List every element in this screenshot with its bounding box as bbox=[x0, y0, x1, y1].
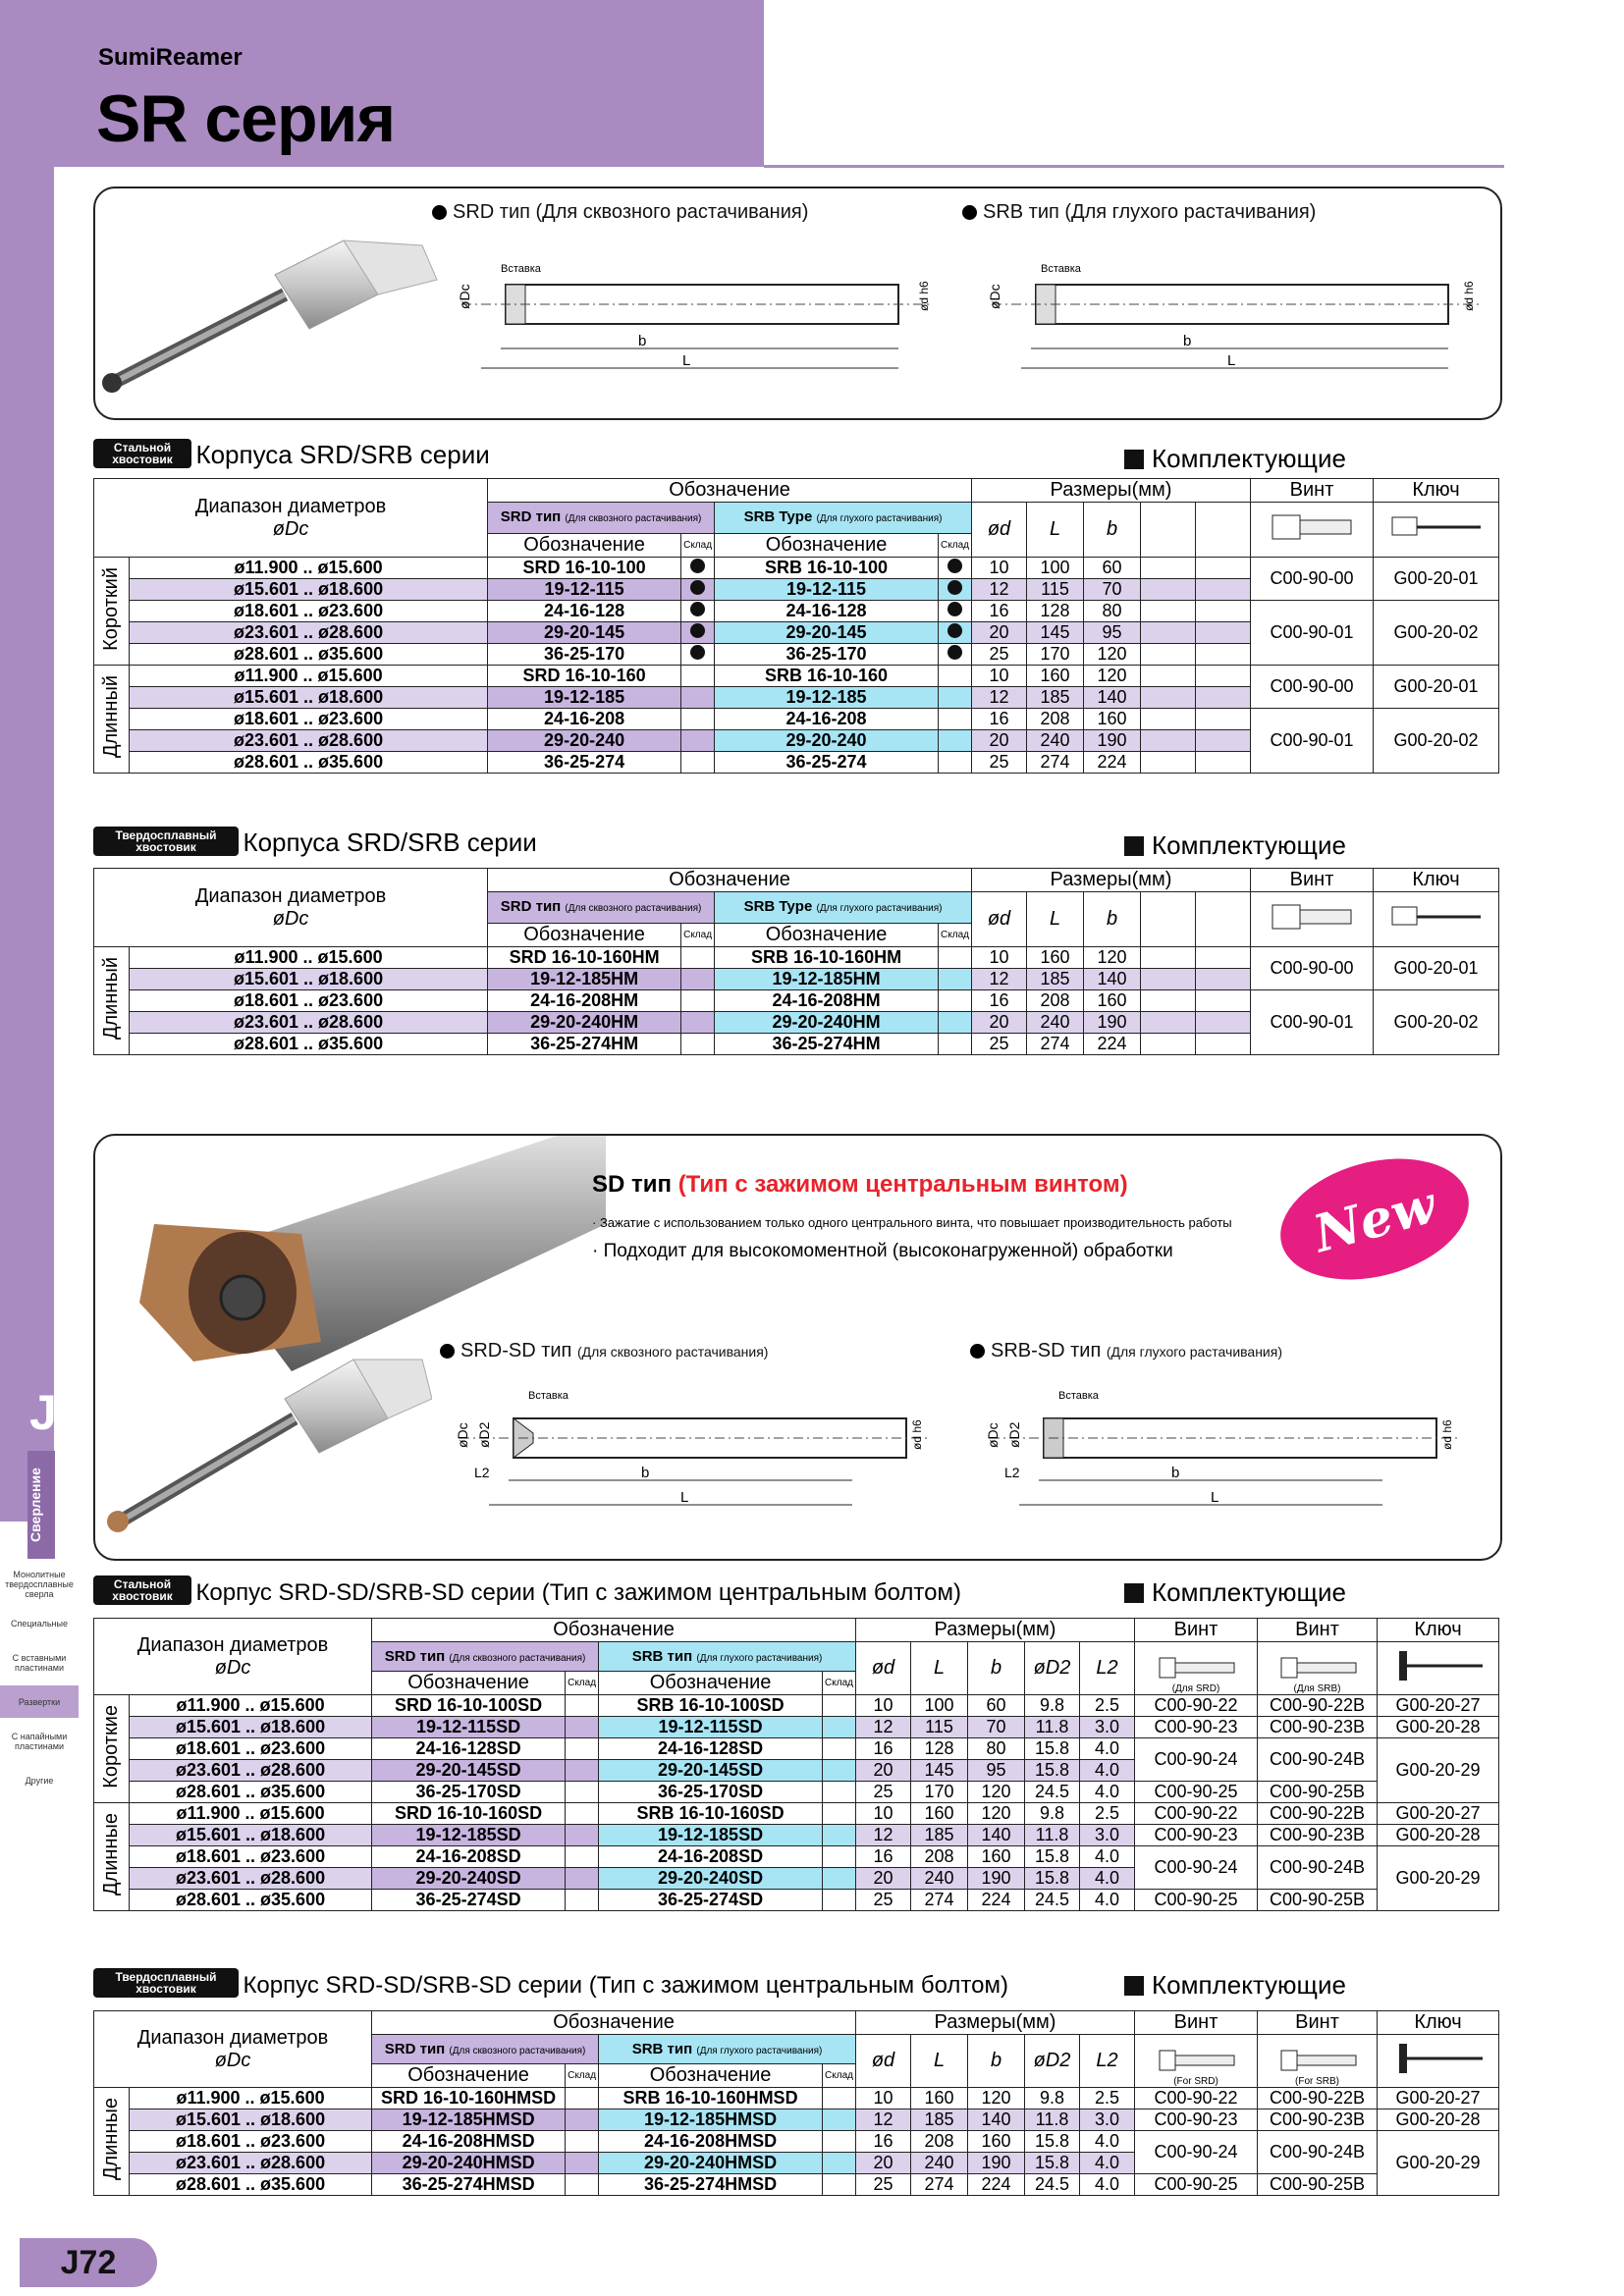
side-tab-other[interactable]: Другие bbox=[0, 1763, 79, 1796]
dim-L-label: L bbox=[682, 352, 691, 369]
range-cell: ø18.601 .. ø23.600 bbox=[130, 1846, 372, 1868]
screw-code: C00-90-23B bbox=[1258, 1717, 1378, 1738]
screw-code: C00-90-25 bbox=[1135, 2174, 1258, 2196]
svg-text:Вставка: Вставка bbox=[528, 1390, 568, 1402]
screw-code: C00-90-22B bbox=[1258, 2088, 1378, 2109]
srb-code: 24-16-128SD bbox=[599, 1738, 823, 1760]
in-stock-icon bbox=[947, 580, 962, 595]
in-stock-icon bbox=[947, 623, 962, 638]
table-row: ø23.601 .. ø28.600 29-20-145 29-20-145 20 145 95 bbox=[94, 622, 1499, 644]
col-designation: Обозначение bbox=[488, 479, 972, 503]
screw-code: C00-90-23 bbox=[1135, 1825, 1258, 1846]
key-code: G00-20-27 bbox=[1378, 2088, 1499, 2109]
side-tab-brazed[interactable]: С напайными пластинами bbox=[0, 1724, 79, 1757]
col-key: Ключ bbox=[1374, 479, 1499, 503]
range-cell: ø23.601 .. ø28.600 bbox=[130, 1012, 488, 1034]
page-number: J72 bbox=[20, 2238, 157, 2287]
range-cell: ø15.601 .. ø18.600 bbox=[130, 1717, 372, 1738]
srb-code: 24-16-208HMSD bbox=[599, 2131, 823, 2153]
key-code: G00-20-28 bbox=[1378, 1717, 1499, 1738]
range-cell: ø18.601 .. ø23.600 bbox=[130, 990, 488, 1012]
col-range: Диапазон диаметров øDc bbox=[94, 869, 488, 947]
svg-text:L: L bbox=[680, 1489, 689, 1506]
srb-sd-caption: SRB-SD тип (Для глухого растачивания) bbox=[970, 1340, 1282, 1362]
key-code: G00-20-28 bbox=[1378, 1825, 1499, 1846]
srd-code: 36-25-170 bbox=[488, 644, 681, 666]
srb-code: 29-20-240 bbox=[715, 730, 939, 752]
range-cell: ø23.601 .. ø28.600 bbox=[130, 622, 488, 644]
group-label: Короткий bbox=[100, 566, 122, 651]
srd-code: 29-20-145 bbox=[488, 622, 681, 644]
group-label: Длинный bbox=[100, 674, 122, 759]
screw-icon-cell bbox=[1251, 503, 1374, 558]
srb-code: SRB 16-10-160 bbox=[715, 666, 939, 687]
srb-code: 29-20-240HM bbox=[715, 1012, 939, 1034]
group-label: Длинные bbox=[100, 1813, 122, 1896]
sd-holder-image bbox=[98, 1345, 432, 1541]
shank-badge: Стальной хвостовик bbox=[93, 439, 191, 468]
screw-code: C00-90-22 bbox=[1135, 1803, 1258, 1825]
table4: Диапазон диаметров øDc Обозначение Размеры(мм) Винт Винт Ключ SRD тип (Для сквозного растачивания) SRB тип (Для глухого растачивания) ød L b øD2 L2 (For SRD) (For SRB) Обозначение Склад Обозначение Склад Длинные ø11.900 .. ø15.600 SRD 16-10-160HMSD SRB 16-10-160HMSD 10 160 120 9.8 2.5 C00-90-22 C00-90-22B G00-20-27 ø15.601 .. ø18.600 19-12-185HMSD 19-12-185HMSD 12 185 140 11.8 3.0 C00-90-23 C00-90-23B G00-20-28 ø18.601 .. ø23.600 24-16-208HMSD 24-16-208HMSD 16 208 160 15.8 4.0 C00-90-24 C00-90-24B G00-20-29 ø23.601 .. ø28.600 29-20-240HMSD 29-20-240HMSD 20 240 190 15.8 4.0 ø28.601 .. ø35.600 36-25-274HMSD 36-25-274HMSD 25 274 224 24.5 4.0 C00-90-25 C00-90-25B bbox=[93, 2010, 1499, 2196]
srd-code: 29-20-240 bbox=[488, 730, 681, 752]
screw-code: C00-90-25B bbox=[1258, 2174, 1378, 2196]
key-icon bbox=[1387, 897, 1486, 936]
in-stock-icon bbox=[690, 602, 705, 616]
table4-head bbox=[93, 1968, 1008, 2000]
key-code: G00-20-01 bbox=[1374, 558, 1499, 601]
key-code: G00-20-01 bbox=[1374, 666, 1499, 709]
srd-code: 24-16-128 bbox=[488, 601, 681, 622]
srb-code: 24-16-208 bbox=[715, 709, 939, 730]
srd-code: SRD 16-10-160 bbox=[488, 666, 681, 687]
srb-code: 36-25-274SD bbox=[599, 1890, 823, 1911]
screw-code: C00-90-22 bbox=[1135, 1695, 1258, 1717]
accessories-title: Комплектующие bbox=[1124, 1577, 1346, 1608]
srb-drawing bbox=[982, 250, 1492, 378]
srd-code: 36-25-274SD bbox=[372, 1890, 566, 1911]
srd-code: 29-20-240HM bbox=[488, 1012, 681, 1034]
accessories-title: Комплектующие bbox=[1124, 444, 1346, 474]
in-stock-icon bbox=[690, 559, 705, 573]
srb-code: 19-12-185SD bbox=[599, 1825, 823, 1846]
table3: Диапазон диаметров øDc Обозначение Размеры(мм) Винт Винт Ключ SRD тип (Для сквозного растачивания) SRB тип (Для глухого растачивания) ød L b øD2 L2 (Для SRD) (Для SRB) Обозначение Склад Обозначение Склад Короткие ø11.900 .. ø15.600 SRD 16-10-100SD SRB 16-10-100SD 10 100 60 9.8 2.5 C00-90-22 C00-90-22B G00-20-27 ø15.601 .. ø18.600 19-12-115SD 19-12-115SD 12 115 70 11.8 3.0 C00-90-23 C00-90-23B G00-20-28 ø18.601 .. ø23.600 24-16-128SD 24-16-128SD 16 128 80 15.8 4.0 C00-90-24 C00-90-24B G00-20-29 ø23.601 .. ø28.600 29-20-145SD 29-20-145SD 20 145 95 15.8 4.0 ø28.601 .. ø35.600 36-25-170SD 36-25-170SD 25 170 120 24.5 4.0 C00-90-25 C00-90-25B Длинные ø11.900 .. ø15.600 SRD 16-10-160SD SRB 16-10-160SD 10 160 120 9.8 2.5 C00-90-22 C00-90-22B G00-20-27 ø15.601 .. ø18.600 19-12-185SD 19-12-185SD 12 185 140 11.8 3.0 C00-90-23 C00-90-23B G00-20-28 ø18.601 .. ø23.600 24-16-208SD 24-16-208SD 16 208 160 15.8 4.0 C00-90-24 C00-90-24B G00-20-29 ø23.601 .. ø28.600 29-20-240SD 29-20-240SD 20 240 190 15.8 4.0 ø28.601 .. ø35.600 36-25-274SD 36-25-274SD 25 274 224 24.5 4.0 C00-90-25 C00-90-25B bbox=[93, 1618, 1499, 1911]
srb-code: 29-20-145SD bbox=[599, 1760, 823, 1782]
screw-code: C00-90-25B bbox=[1258, 1890, 1378, 1911]
srb-code: 24-16-208SD bbox=[599, 1846, 823, 1868]
table-row: ø28.601 .. ø35.600 36-25-170 36-25-170 25 170 120 bbox=[94, 644, 1499, 666]
srd-code: 19-12-185HMSD bbox=[372, 2109, 566, 2131]
range-cell: ø11.900 .. ø15.600 bbox=[130, 1695, 372, 1717]
srd-code: SRD 16-10-100 bbox=[488, 558, 681, 579]
section-title: Корпус SRD-SD/SRB-SD серии (Тип с зажимом центральным болтом) bbox=[195, 1579, 961, 1606]
range-cell: ø28.601 .. ø35.600 bbox=[130, 1782, 372, 1803]
srd-code: SRD 16-10-100SD bbox=[372, 1695, 566, 1717]
key-code: G00-20-01 bbox=[1374, 947, 1499, 990]
in-stock-icon bbox=[690, 645, 705, 660]
section-letter: J bbox=[29, 1385, 57, 1440]
srd-code: 24-16-208 bbox=[488, 709, 681, 730]
screw-code: C00-90-23B bbox=[1258, 1825, 1378, 1846]
range-cell: ø11.900 .. ø15.600 bbox=[130, 2088, 372, 2109]
square-icon bbox=[1124, 450, 1144, 469]
svg-text:ød h6: ød h6 bbox=[1440, 1419, 1454, 1450]
range-cell: ø11.900 .. ø15.600 bbox=[130, 1803, 372, 1825]
table-row: Длинные ø11.900 .. ø15.600 SRD 16-10-160HMSD SRB 16-10-160HMSD 10 160 120 9.8 2.5 C00-90-22 C00-90-22B G00-20-27 bbox=[94, 2088, 1499, 2109]
table-row: ø28.601 .. ø35.600 36-25-274HMSD 36-25-274HMSD 25 274 224 24.5 4.0 C00-90-25 C00-90-25B bbox=[94, 2174, 1499, 2196]
side-tab-indexable[interactable]: С вставными пластинами bbox=[0, 1645, 79, 1679]
side-tab-solid-drills[interactable]: Монолитные твердосплавные сверла bbox=[0, 1567, 79, 1600]
col-b: b bbox=[1084, 503, 1141, 558]
svg-text:L2: L2 bbox=[474, 1465, 490, 1480]
srd-code: 24-16-208SD bbox=[372, 1846, 566, 1868]
shank-badge: Твердосплавный хвостовик bbox=[93, 1968, 239, 1998]
section-title: Корпуса SRD/SRB серии bbox=[243, 828, 537, 857]
in-stock-icon bbox=[947, 602, 962, 616]
side-tab-reamers[interactable]: Развертки bbox=[0, 1684, 79, 1718]
screw-code: C00-90-22 bbox=[1135, 2088, 1258, 2109]
key-code: G00-20-02 bbox=[1374, 709, 1499, 774]
in-stock-icon bbox=[947, 559, 962, 573]
srb-code: SRB 16-10-100SD bbox=[599, 1695, 823, 1717]
svg-text:øDc: øDc bbox=[985, 1422, 1001, 1448]
table-row: ø15.601 .. ø18.600 19-12-115 19-12-115 12 115 70 bbox=[94, 579, 1499, 601]
screw-code: C00-90-01 bbox=[1251, 601, 1374, 666]
brand-name: SumiReamer bbox=[98, 44, 243, 71]
screw-icon bbox=[1268, 507, 1356, 547]
range-cell: ø28.601 .. ø35.600 bbox=[130, 2174, 372, 2196]
range-cell: ø23.601 .. ø28.600 bbox=[130, 2153, 372, 2174]
srb-code: 36-25-274HM bbox=[715, 1034, 939, 1055]
square-icon bbox=[1124, 836, 1144, 856]
srb-code: 29-20-145 bbox=[715, 622, 939, 644]
svg-text:L: L bbox=[1211, 1489, 1219, 1506]
range-cell: ø28.601 .. ø35.600 bbox=[130, 752, 488, 774]
screw-code: C00-90-24 bbox=[1135, 1738, 1258, 1782]
table-row: Длинный ø11.900 .. ø15.600 SRD 16-10-160 SRB 16-10-160 10 160 120 C00-90-00 G00-20-01 bbox=[94, 666, 1499, 687]
table-row: ø28.601 .. ø35.600 36-25-170SD 36-25-170SD 25 170 120 24.5 4.0 C00-90-25 C00-90-25B bbox=[94, 1782, 1499, 1803]
table-row: Короткий ø11.900 .. ø15.600 SRD 16-10-100 SRB 16-10-100 10 100 60 C00-90-00 G00-20-01 bbox=[94, 558, 1499, 579]
group-label: Короткие bbox=[100, 1704, 122, 1789]
srd-code: SRD 16-10-160SD bbox=[372, 1803, 566, 1825]
bullet-icon bbox=[432, 205, 447, 220]
table-row: Длинный ø11.900 .. ø15.600 SRD 16-10-160HM SRB 16-10-160HM 10 160 120 C00-90-00 G00-20-01 bbox=[94, 947, 1499, 969]
table-row: ø23.601 .. ø28.600 29-20-240HM 29-20-240HM 20 240 190 bbox=[94, 1012, 1499, 1034]
table-row: ø18.601 .. ø23.600 24-16-208HM 24-16-208HM 16 208 160 C00-90-01 G00-20-02 bbox=[94, 990, 1499, 1012]
col-d: ød bbox=[972, 503, 1027, 558]
header-rule bbox=[764, 165, 1504, 168]
range-cell: ø18.601 .. ø23.600 bbox=[130, 709, 488, 730]
srd-code: 24-16-208HM bbox=[488, 990, 681, 1012]
in-stock-icon bbox=[947, 645, 962, 660]
sd-title: SD тип (Тип с зажимом центральным винтом) bbox=[592, 1171, 1128, 1198]
srb-code: 24-16-128 bbox=[715, 601, 939, 622]
srb-code: 36-25-274HMSD bbox=[599, 2174, 823, 2196]
screw-code: C00-90-01 bbox=[1251, 990, 1374, 1055]
col-range: Диапазон диаметров øDc bbox=[94, 479, 488, 558]
dim-d-label: ød h6 bbox=[917, 281, 931, 311]
col-sizes: Размеры(мм) bbox=[972, 479, 1251, 503]
srd-code: 36-25-170SD bbox=[372, 1782, 566, 1803]
table-row: ø15.601 .. ø18.600 19-12-185HMSD 19-12-185HMSD 12 185 140 11.8 3.0 C00-90-23 C00-90-23B G00-20-28 bbox=[94, 2109, 1499, 2131]
range-cell: ø23.601 .. ø28.600 bbox=[130, 730, 488, 752]
range-cell: ø15.601 .. ø18.600 bbox=[130, 687, 488, 709]
screw-code: C00-90-24 bbox=[1135, 1846, 1258, 1890]
srd-caption: SRD тип (Для сквозного растачивания) bbox=[432, 201, 808, 224]
table2-head bbox=[93, 827, 537, 858]
screw-code: C00-90-01 bbox=[1251, 709, 1374, 774]
srb-code: SRB 16-10-100 bbox=[715, 558, 939, 579]
table-row: ø28.601 .. ø35.600 36-25-274 36-25-274 25 274 224 bbox=[94, 752, 1499, 774]
svg-text:øD2: øD2 bbox=[476, 1421, 492, 1448]
range-cell: ø15.601 .. ø18.600 bbox=[130, 969, 488, 990]
table-row: ø15.601 .. ø18.600 19-12-185HM 19-12-185HM 12 185 140 bbox=[94, 969, 1499, 990]
srd-code: 19-12-185HM bbox=[488, 969, 681, 990]
range-cell: ø28.601 .. ø35.600 bbox=[130, 1890, 372, 1911]
square-icon bbox=[1124, 1583, 1144, 1603]
sd-bullet-2: · Подходит для высокомоментной (высоконагруженной) обработки bbox=[592, 1241, 1173, 1261]
screw-code: C00-90-23 bbox=[1135, 2109, 1258, 2131]
srb-code: SRB 16-10-160SD bbox=[599, 1803, 823, 1825]
table3-head bbox=[93, 1575, 961, 1607]
key-code: G00-20-02 bbox=[1374, 990, 1499, 1055]
screw-code: C00-90-23B bbox=[1258, 2109, 1378, 2131]
srd-code: 19-12-185 bbox=[488, 687, 681, 709]
srb-code: 19-12-115 bbox=[715, 579, 939, 601]
new-badge bbox=[1276, 1158, 1473, 1281]
svg-text:b: b bbox=[1171, 1465, 1180, 1481]
in-stock-icon bbox=[690, 623, 705, 638]
srb-code: 29-20-240SD bbox=[599, 1868, 823, 1890]
srb-code: 19-12-115SD bbox=[599, 1717, 823, 1738]
col-srb: SRB Type (Для глухого растачивания) bbox=[715, 503, 972, 534]
srb-code: 19-12-185 bbox=[715, 687, 939, 709]
srd-code: 24-16-208HMSD bbox=[372, 2131, 566, 2153]
key-icon bbox=[1387, 507, 1486, 547]
table-row: ø18.601 .. ø23.600 24-16-208SD 24-16-208SD 16 208 160 15.8 4.0 C00-90-24 C00-90-24B G00-20-29 bbox=[94, 1846, 1499, 1868]
srd-code: SRD 16-10-160HMSD bbox=[372, 2088, 566, 2109]
table-row: ø18.601 .. ø23.600 24-16-208 24-16-208 16 208 160 C00-90-01 G00-20-02 bbox=[94, 709, 1499, 730]
side-tab-special[interactable]: Специальные bbox=[0, 1606, 79, 1639]
range-cell: ø11.900 .. ø15.600 bbox=[130, 558, 488, 579]
section-title: Корпус SRD-SD/SRB-SD серии (Тип с зажимом центральным болтом) bbox=[243, 1972, 1008, 1999]
srd-code: 19-12-115 bbox=[488, 579, 681, 601]
range-cell: ø11.900 .. ø15.600 bbox=[130, 666, 488, 687]
srb-code: 36-25-170SD bbox=[599, 1782, 823, 1803]
screw-code: C00-90-24B bbox=[1258, 2131, 1378, 2174]
range-cell: ø28.601 .. ø35.600 bbox=[130, 1034, 488, 1055]
srd-code: SRD 16-10-160HM bbox=[488, 947, 681, 969]
srd-code: 29-20-240SD bbox=[372, 1868, 566, 1890]
range-cell: ø11.900 .. ø15.600 bbox=[130, 947, 488, 969]
table-row: ø15.601 .. ø18.600 19-12-185 19-12-185 12 185 140 bbox=[94, 687, 1499, 709]
table-row: ø15.601 .. ø18.600 19-12-115SD 19-12-115SD 12 115 70 11.8 3.0 C00-90-23 C00-90-23B G00-20-28 bbox=[94, 1717, 1499, 1738]
srb-code: SRB 16-10-160HMSD bbox=[599, 2088, 823, 2109]
group-label: Длинные bbox=[100, 2098, 122, 2180]
srd-drawing bbox=[442, 250, 952, 378]
key-code: G00-20-29 bbox=[1378, 1846, 1499, 1911]
table1-head bbox=[93, 439, 490, 470]
key-code: G00-20-27 bbox=[1378, 1803, 1499, 1825]
table-row: ø23.601 .. ø28.600 29-20-240 29-20-240 20 240 190 bbox=[94, 730, 1499, 752]
svg-text:ød h6: ød h6 bbox=[910, 1419, 924, 1450]
screw-code: C00-90-22B bbox=[1258, 1803, 1378, 1825]
screw-code: C00-90-25B bbox=[1258, 1782, 1378, 1803]
key-code: G00-20-02 bbox=[1374, 601, 1499, 666]
dim-d-label: ød h6 bbox=[1462, 281, 1476, 311]
t-key-icon bbox=[1389, 2039, 1488, 2078]
table-row: ø23.601 .. ø28.600 29-20-240SD 29-20-240SD 20 240 190 15.8 4.0 bbox=[94, 1868, 1499, 1890]
srb-code: SRB 16-10-160HM bbox=[715, 947, 939, 969]
range-cell: ø23.601 .. ø28.600 bbox=[130, 1760, 372, 1782]
reamer-holder-image bbox=[98, 236, 452, 402]
table-row: Короткие ø11.900 .. ø15.600 SRD 16-10-100SD SRB 16-10-100SD 10 100 60 9.8 2.5 C00-90-22 C00-90-22B G00-20-27 bbox=[94, 1695, 1499, 1717]
svg-text:New: New bbox=[1307, 1174, 1442, 1265]
srb-caption: SRB тип (Для глухого растачивания) bbox=[962, 201, 1316, 224]
table-row: ø18.601 .. ø23.600 24-16-208HMSD 24-16-208HMSD 16 208 160 15.8 4.0 C00-90-24 C00-90-24B G00-20-29 bbox=[94, 2131, 1499, 2153]
range-cell: ø18.601 .. ø23.600 bbox=[130, 1738, 372, 1760]
range-cell: ø18.601 .. ø23.600 bbox=[130, 2131, 372, 2153]
table-row: ø15.601 .. ø18.600 19-12-185SD 19-12-185SD 12 185 140 11.8 3.0 C00-90-23 C00-90-23B G00-20-28 bbox=[94, 1825, 1499, 1846]
category-label: Сверление bbox=[27, 1468, 43, 1542]
screw-code: C00-90-24B bbox=[1258, 1738, 1378, 1782]
page-title: SR серия bbox=[96, 81, 396, 156]
dim-L-label: L bbox=[1227, 352, 1236, 369]
dim-dc-label: øDc bbox=[987, 284, 1002, 309]
table-row: ø28.601 .. ø35.600 36-25-274SD 36-25-274SD 25 274 224 24.5 4.0 C00-90-25 C00-90-25B bbox=[94, 1890, 1499, 1911]
table-row: ø28.601 .. ø35.600 36-25-274HM 36-25-274HM 25 274 224 bbox=[94, 1034, 1499, 1055]
table-row: Длинные ø11.900 .. ø15.600 SRD 16-10-160SD SRB 16-10-160SD 10 160 120 9.8 2.5 C00-90-22 C00-90-22B G00-20-27 bbox=[94, 1803, 1499, 1825]
srd-code: 24-16-128SD bbox=[372, 1738, 566, 1760]
srd-code: 36-25-274HMSD bbox=[372, 2174, 566, 2196]
srb-code: 29-20-240HMSD bbox=[599, 2153, 823, 2174]
screw-code: C00-90-23 bbox=[1135, 1717, 1258, 1738]
screw-code: C00-90-25 bbox=[1135, 1890, 1258, 1911]
screw-icon bbox=[1273, 1655, 1362, 1681]
table1: Диапазон диаметров øDc Обозначение Размеры(мм) Винт Ключ SRD тип (Для сквозного растачивания) SRB Type (Для глухого растачивания) ød L b Обозначение Склад Обозначение Склад Короткий ø11.900 .. ø15.600 SRD 16-10-100 SRB 16-10-100 10 100 60 C00-90-00 G00-20-01 ø15.601 .. ø18.600 19-12-115 19-12-115 12 115 70 ø18.601 .. ø23.600 24-16-128 24-16-128 16 128 80 C00-90-01 G00-20-02 ø23.601 .. ø28.600 29-20-145 29-20-145 20 145 95 ø28.601 .. ø35.600 36-25-170 36-25-170 25 170 120 Длинный ø11.900 .. ø15.600 SRD 16-10-160 SRB 16-10-160 10 160 120 C00-90-00 G00-20-01 ø15.601 .. ø18.600 19-12-185 19-12-185 12 185 140 ø18.601 .. ø23.600 24-16-208 24-16-208 16 208 160 C00-90-01 G00-20-02 ø23.601 .. ø28.600 29-20-240 29-20-240 20 240 190 ø28.601 .. ø35.600 36-25-274 36-25-274 25 274 224 bbox=[93, 478, 1499, 774]
table-row: ø18.601 .. ø23.600 24-16-128 24-16-128 16 128 80 C00-90-01 G00-20-02 bbox=[94, 601, 1499, 622]
screw-code: C00-90-00 bbox=[1251, 947, 1374, 990]
insert-label: Вставка bbox=[1041, 263, 1081, 275]
screw-icon bbox=[1152, 1655, 1240, 1681]
screw-code: C00-90-22B bbox=[1258, 1695, 1378, 1717]
key-code: G00-20-29 bbox=[1378, 2131, 1499, 2196]
srb-code: 36-25-274 bbox=[715, 752, 939, 774]
screw-icon bbox=[1152, 2048, 1240, 2073]
srb-sd-drawing bbox=[970, 1379, 1471, 1526]
key-code: G00-20-29 bbox=[1378, 1738, 1499, 1803]
table2: Диапазон диаметров øDc Обозначение Размеры(мм) Винт Ключ SRD тип (Для сквозного растачивания) SRB Type (Для глухого растачивания) ød L b Обозначение Склад Обозначение Склад Длинный ø11.900 .. ø15.600 SRD 16-10-160HM SRB 16-10-160HM 10 160 120 C00-90-00 G00-20-01 ø15.601 .. ø18.600 19-12-185HM 19-12-185HM 12 185 140 ø18.601 .. ø23.600 24-16-208HM 24-16-208HM 16 208 160 C00-90-01 G00-20-02 ø23.601 .. ø28.600 29-20-240HM 29-20-240HM 20 240 190 ø28.601 .. ø35.600 36-25-274HM 36-25-274HM 25 274 224 bbox=[93, 868, 1499, 1055]
shank-badge: Твердосплавный хвостовик bbox=[93, 827, 239, 856]
screw-icon bbox=[1268, 897, 1356, 936]
key-code: G00-20-27 bbox=[1378, 1695, 1499, 1717]
table-row: ø23.601 .. ø28.600 29-20-240HMSD 29-20-240HMSD 20 240 190 15.8 4.0 bbox=[94, 2153, 1499, 2174]
range-cell: ø15.601 .. ø18.600 bbox=[130, 579, 488, 601]
range-cell: ø28.601 .. ø35.600 bbox=[130, 644, 488, 666]
key-icon-cell bbox=[1374, 503, 1499, 558]
screw-code: C00-90-25 bbox=[1135, 1782, 1258, 1803]
dim-dc-label: øDc bbox=[457, 284, 472, 309]
screw-icon bbox=[1273, 2048, 1362, 2073]
range-cell: ø18.601 .. ø23.600 bbox=[130, 601, 488, 622]
accessories-title: Комплектующие bbox=[1124, 830, 1346, 861]
col-screw: Винт bbox=[1251, 479, 1374, 503]
svg-text:b: b bbox=[641, 1465, 650, 1481]
t-key-icon bbox=[1389, 1646, 1488, 1685]
range-cell: ø15.601 .. ø18.600 bbox=[130, 1825, 372, 1846]
sd-bullet-1: · Зажатие с использованием только одного центрального винта, что повышает производительность работы bbox=[592, 1215, 1232, 1230]
key-code: G00-20-28 bbox=[1378, 2109, 1499, 2131]
screw-code: C00-90-00 bbox=[1251, 666, 1374, 709]
screw-code: C00-90-00 bbox=[1251, 558, 1374, 601]
col-L: L bbox=[1027, 503, 1084, 558]
bullet-icon bbox=[962, 205, 977, 220]
screw-code: C00-90-24 bbox=[1135, 2131, 1258, 2174]
srb-code: 24-16-208HM bbox=[715, 990, 939, 1012]
range-cell: ø23.601 .. ø28.600 bbox=[130, 1868, 372, 1890]
srd-sd-caption: SRD-SD тип (Для сквозного растачивания) bbox=[440, 1340, 768, 1362]
shank-badge: Стальной хвостовик bbox=[93, 1575, 191, 1605]
srd-code: 19-12-115SD bbox=[372, 1717, 566, 1738]
srd-code: 19-12-185SD bbox=[372, 1825, 566, 1846]
dim-b-label: b bbox=[1183, 333, 1192, 349]
srd-code: 29-20-145SD bbox=[372, 1760, 566, 1782]
table-row: ø23.601 .. ø28.600 29-20-145SD 29-20-145SD 20 145 95 15.8 4.0 bbox=[94, 1760, 1499, 1782]
srb-code: 36-25-170 bbox=[715, 644, 939, 666]
bullet-icon bbox=[970, 1344, 985, 1359]
srd-code: 36-25-274HM bbox=[488, 1034, 681, 1055]
range-cell: ø15.601 .. ø18.600 bbox=[130, 2109, 372, 2131]
srb-code: 19-12-185HM bbox=[715, 969, 939, 990]
svg-text:øDc: øDc bbox=[455, 1422, 470, 1448]
accessories-title: Комплектующие bbox=[1124, 1970, 1346, 2001]
svg-text:øD2: øD2 bbox=[1006, 1421, 1022, 1448]
dim-b-label: b bbox=[638, 333, 647, 349]
group-label: Длинный bbox=[100, 956, 122, 1041]
srd-code: 36-25-274 bbox=[488, 752, 681, 774]
table-row: ø18.601 .. ø23.600 24-16-128SD 24-16-128SD 16 128 80 15.8 4.0 C00-90-24 C00-90-24B G00-20-29 bbox=[94, 1738, 1499, 1760]
svg-text:L2: L2 bbox=[1004, 1465, 1020, 1480]
square-icon bbox=[1124, 1976, 1144, 1996]
bullet-icon bbox=[440, 1344, 455, 1359]
srd-code: 29-20-240HMSD bbox=[372, 2153, 566, 2174]
col-srd: SRD тип (Для сквозного растачивания) bbox=[488, 503, 715, 534]
in-stock-icon bbox=[690, 580, 705, 595]
srb-code: 19-12-185HMSD bbox=[599, 2109, 823, 2131]
svg-text:Вставка: Вставка bbox=[1058, 1390, 1099, 1402]
side-strip bbox=[0, 167, 54, 1522]
screw-code: C00-90-24B bbox=[1258, 1846, 1378, 1890]
srd-sd-drawing bbox=[440, 1379, 941, 1526]
insert-label: Вставка bbox=[501, 263, 541, 275]
section-title: Корпуса SRD/SRB серии bbox=[195, 440, 490, 469]
